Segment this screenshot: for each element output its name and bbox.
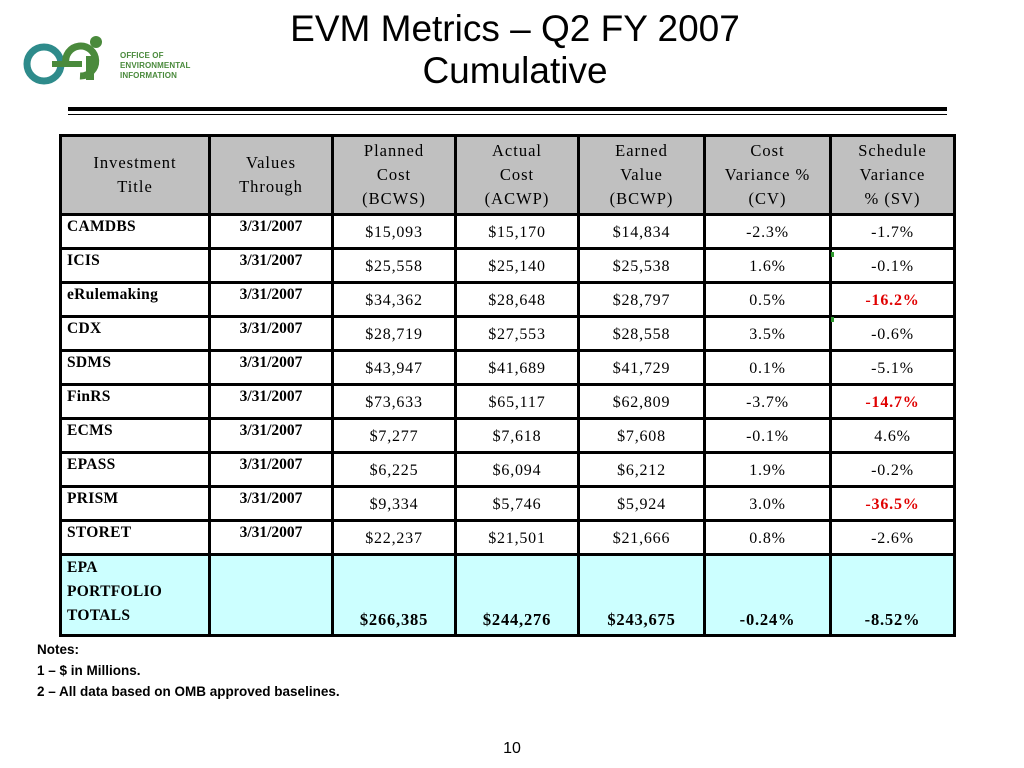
total-through-cell xyxy=(210,555,333,636)
actual-cell: $6,094 xyxy=(456,453,579,487)
planned-cell: $6,225 xyxy=(333,453,456,487)
total-title-line: TOTALS xyxy=(67,607,131,624)
earned-cell: $14,834 xyxy=(579,215,705,249)
actual-cell: $65,117 xyxy=(456,385,579,419)
total-actual-cell: $244,276 xyxy=(456,555,579,636)
planned-cell: $43,947 xyxy=(333,351,456,385)
investment-title-cell: ECMS xyxy=(61,419,210,453)
actual-cell: $27,553 xyxy=(456,317,579,351)
actual-cell: $28,648 xyxy=(456,283,579,317)
title-line-1: EVM Metrics – Q2 FY 2007 xyxy=(290,8,740,49)
sv-cell: -14.7% xyxy=(831,385,955,419)
column-header-line: Cost xyxy=(376,165,412,184)
actual-cell: $41,689 xyxy=(456,351,579,385)
sv-cell: -2.6% xyxy=(831,521,955,555)
table-row xyxy=(61,215,955,249)
cv-cell: -3.7% xyxy=(705,385,831,419)
earned-cell: $5,924 xyxy=(579,487,705,521)
column-header-line: Value xyxy=(620,165,663,184)
column-header-line: Earned xyxy=(615,141,668,160)
column-header-line: % (SV) xyxy=(864,189,921,208)
cv-cell: 3.0% xyxy=(705,487,831,521)
column-header xyxy=(61,136,210,215)
column-header-line: Through xyxy=(239,177,303,196)
investment-title-cell: STORET xyxy=(61,521,210,555)
values-through-cell: 3/31/2007 xyxy=(210,249,333,283)
actual-cell: $5,746 xyxy=(456,487,579,521)
values-through-cell: 3/31/2007 xyxy=(210,215,333,249)
sv-cell: -5.1% xyxy=(831,351,955,385)
table-row xyxy=(61,249,955,283)
earned-cell: $28,797 xyxy=(579,283,705,317)
table-row xyxy=(61,283,955,317)
note-item: 2 – All data based on OMB approved baselines. xyxy=(37,684,340,699)
column-header xyxy=(333,136,456,215)
cv-cell: 0.5% xyxy=(705,283,831,317)
cell-marker-icon xyxy=(831,317,834,322)
column-header xyxy=(705,136,831,215)
logo-line: ENVIRONMENTAL xyxy=(120,61,191,70)
title-rule-thin xyxy=(68,114,947,115)
table-row xyxy=(61,351,955,385)
values-through-cell: 3/31/2007 xyxy=(210,317,333,351)
column-header xyxy=(456,136,579,215)
notes-heading: Notes: xyxy=(37,642,80,657)
earned-cell: $25,538 xyxy=(579,249,705,283)
column-header-line: Cost xyxy=(750,141,785,160)
column-header-line: Investment xyxy=(93,153,177,172)
table-row xyxy=(61,453,955,487)
planned-cell: $22,237 xyxy=(333,521,456,555)
actual-cell: $25,140 xyxy=(456,249,579,283)
page-number: 10 xyxy=(503,740,521,757)
total-cv-cell: -0.24% xyxy=(705,555,831,636)
column-header-line: Variance % xyxy=(724,165,811,184)
title-rule-thick xyxy=(68,107,947,111)
table-header-row xyxy=(61,136,955,215)
planned-cell: $28,719 xyxy=(333,317,456,351)
planned-cell: $73,633 xyxy=(333,385,456,419)
cv-cell: 1.6% xyxy=(705,249,831,283)
earned-cell: $7,608 xyxy=(579,419,705,453)
investment-title-cell: eRulemaking xyxy=(61,283,210,317)
actual-cell: $7,618 xyxy=(456,419,579,453)
sv-cell: 4.6% xyxy=(831,419,955,453)
column-header-line: Variance xyxy=(859,165,926,184)
table-body xyxy=(61,215,955,636)
earned-cell: $21,666 xyxy=(579,521,705,555)
investment-title-cell: CAMDBS xyxy=(61,215,210,249)
title-line-2: Cumulative xyxy=(422,50,608,91)
table-row xyxy=(61,487,955,521)
values-through-cell: 3/31/2007 xyxy=(210,351,333,385)
column-header-line: Values xyxy=(246,153,296,172)
logo-line: OFFICE OF xyxy=(120,51,164,60)
evm-table-wrapper xyxy=(59,134,956,637)
sv-cell: -16.2% xyxy=(831,283,955,317)
planned-cell: $9,334 xyxy=(333,487,456,521)
table-total-row xyxy=(61,555,955,636)
evm-metrics-table xyxy=(59,134,956,637)
column-header-line: Schedule xyxy=(858,141,927,160)
investment-title-cell: SDMS xyxy=(61,351,210,385)
sv-cell: -0.2% xyxy=(831,453,955,487)
cv-cell: 1.9% xyxy=(705,453,831,487)
total-title-line: EPA xyxy=(67,559,98,576)
table-row xyxy=(61,419,955,453)
total-title-line: PORTFOLIO xyxy=(67,583,163,600)
column-header-line: Title xyxy=(117,177,153,196)
values-through-cell: 3/31/2007 xyxy=(210,283,333,317)
investment-title-cell: EPASS xyxy=(61,453,210,487)
actual-cell: $21,501 xyxy=(456,521,579,555)
total-planned-cell: $266,385 xyxy=(333,555,456,636)
cv-cell: 0.8% xyxy=(705,521,831,555)
total-sv-cell: -8.52% xyxy=(831,555,955,636)
actual-cell: $15,170 xyxy=(456,215,579,249)
oei-logo-mark xyxy=(22,28,122,94)
table-row xyxy=(61,521,955,555)
earned-cell: $28,558 xyxy=(579,317,705,351)
notes xyxy=(37,639,340,702)
page-title xyxy=(200,8,830,92)
cv-cell: 0.1% xyxy=(705,351,831,385)
sv-cell: -0.1% xyxy=(831,249,955,283)
cell-marker-icon xyxy=(831,252,834,257)
table-row xyxy=(61,385,955,419)
earned-cell: $41,729 xyxy=(579,351,705,385)
values-through-cell: 3/31/2007 xyxy=(210,487,333,521)
cv-cell: 3.5% xyxy=(705,317,831,351)
logo-line: INFORMATION xyxy=(120,71,177,80)
cv-cell: -0.1% xyxy=(705,419,831,453)
planned-cell: $34,362 xyxy=(333,283,456,317)
values-through-cell: 3/31/2007 xyxy=(210,419,333,453)
values-through-cell: 3/31/2007 xyxy=(210,453,333,487)
table-row xyxy=(61,317,955,351)
column-header-line: Cost xyxy=(499,165,535,184)
column-header-line: (ACWP) xyxy=(484,189,550,208)
total-earned-cell: $243,675 xyxy=(579,555,705,636)
planned-cell: $7,277 xyxy=(333,419,456,453)
earned-cell: $62,809 xyxy=(579,385,705,419)
note-item: 1 – $ in Millions. xyxy=(37,663,141,678)
values-through-cell: 3/31/2007 xyxy=(210,521,333,555)
logo-text xyxy=(120,51,190,81)
investment-title-cell: FinRS xyxy=(61,385,210,419)
column-header xyxy=(579,136,705,215)
sv-cell: -1.7% xyxy=(831,215,955,249)
planned-cell: $15,093 xyxy=(333,215,456,249)
cv-cell: -2.3% xyxy=(705,215,831,249)
values-through-cell: 3/31/2007 xyxy=(210,385,333,419)
column-header-line: (BCWS) xyxy=(362,189,426,208)
sv-cell: -0.6% xyxy=(831,317,955,351)
oei-logo xyxy=(22,28,192,94)
investment-title-cell: PRISM xyxy=(61,487,210,521)
investment-title-cell: CDX xyxy=(61,317,210,351)
column-header-line: Actual xyxy=(492,141,542,160)
column-header-line: (CV) xyxy=(748,189,787,208)
sv-cell: -36.5% xyxy=(831,487,955,521)
investment-title-cell: ICIS xyxy=(61,249,210,283)
total-title-cell xyxy=(61,555,210,636)
planned-cell: $25,558 xyxy=(333,249,456,283)
earned-cell: $6,212 xyxy=(579,453,705,487)
column-header xyxy=(831,136,955,215)
column-header-line: Planned xyxy=(363,141,425,160)
column-header xyxy=(210,136,333,215)
column-header-line: (BCWP) xyxy=(609,189,674,208)
